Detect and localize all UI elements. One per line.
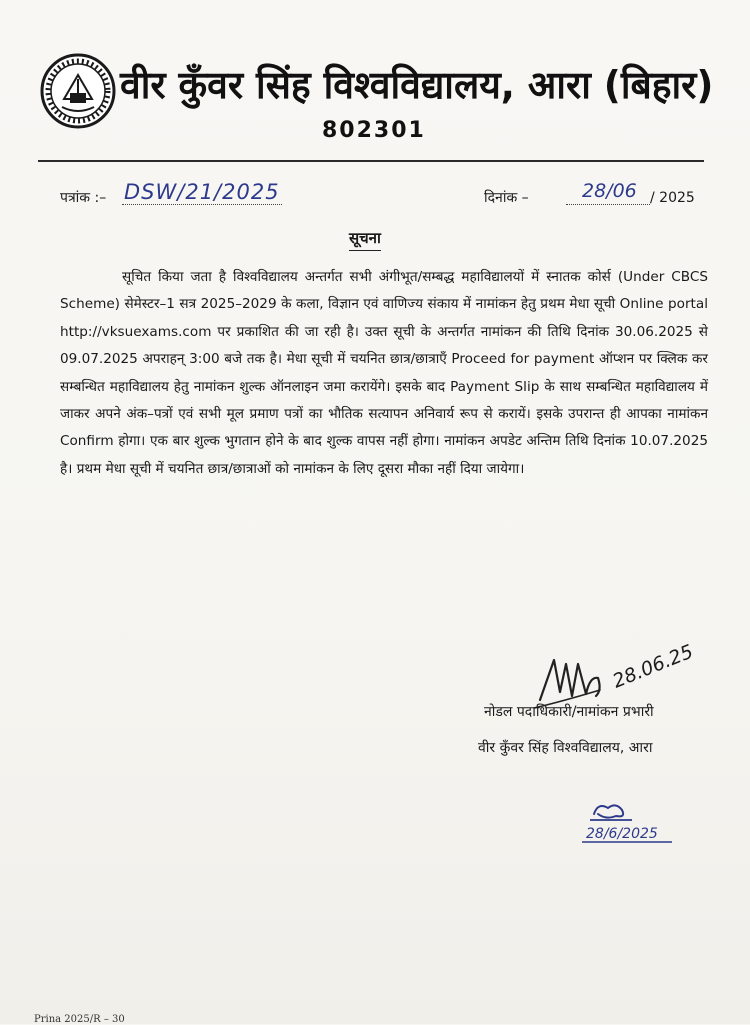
print-reference: Prina 2025/R – 30: [34, 1014, 125, 1025]
date-underline: [566, 204, 650, 205]
ref-value: DSW/21/2025: [124, 180, 280, 204]
notice-paragraph: सूचित किया जता है विश्वविद्यालय अन्तर्गत सभी अंगीभूत/सम्बद्ध महाविद्यालयों में स्नातक कोर्स (Under CBCS Scheme) सेमेस्टर–1 सत्र 2025–2029 के कला, विज्ञान एवं वाणिज्य संकाय में नामांकन हेतु प्रथम मेधा सूची Online portal http://vksuexams.com पर प्रकाशित की जा रही है। उक्त सूची के अन्तर्गत नामांकन की तिथि दिनांक 30.06.2025 से 09.07.2025 अपराहन् 3:00 बजे तक है। मेधा सूची में चयनित छात्र/छात्राएँ Proceed for payment ऑप्शन पर क्लिक कर सम्बन्धित महाविद्यालय हेतु नामांकन शुल्क ऑनलाइन जमा करायेंगे। इसके बाद Payment Slip के साथ सम्बन्धित महाविद्यालय में जाकर अपने अंक–पत्रों एवं सभी मूल प्रमाण पत्रों का भौतिक सत्यापन अनिवार्य रूप से करायें। इसके उपरान्त ही आपका नामांकन Confirm होगा। एक बार शुल्क भुगतान होने के बाद शुल्क वापस नहीं होगा। नामांकन अपडेट अन्तिम तिथि दिनांक 10.07.2025 है। प्रथम मेधा सूची में चयनित छात्र/छात्राओं को नामांकन के लिए दूसरा मौका नहीं दिया जायेगा।: [60, 269, 708, 477]
notice-title: सूचना: [349, 228, 381, 251]
ref-underline: [122, 204, 282, 205]
ref-label: पत्रांक :–: [60, 190, 107, 206]
signatory-designation: नोडल पदाधिकारी/नामांकन प्रभारी: [484, 704, 654, 720]
pincode: 802301: [322, 118, 426, 143]
university-name: वीर कुँवर सिंह विश्वविद्यालय, आरा (बिहार): [120, 63, 714, 107]
date-label: दिनांक –: [484, 190, 529, 206]
initials-signature: [576, 796, 686, 846]
date-year: / 2025: [650, 190, 695, 206]
signatory-institution: वीर कुँवर सिंह विश्वविद्यालय, आरा: [478, 740, 653, 756]
university-logo: [40, 53, 116, 129]
date-value: 28/06: [582, 180, 637, 202]
signature-date: 28.06.25: [609, 640, 697, 693]
notice-body: [60, 264, 708, 483]
initials-date: 28/6/2025: [586, 826, 658, 842]
header-divider: [38, 160, 704, 162]
